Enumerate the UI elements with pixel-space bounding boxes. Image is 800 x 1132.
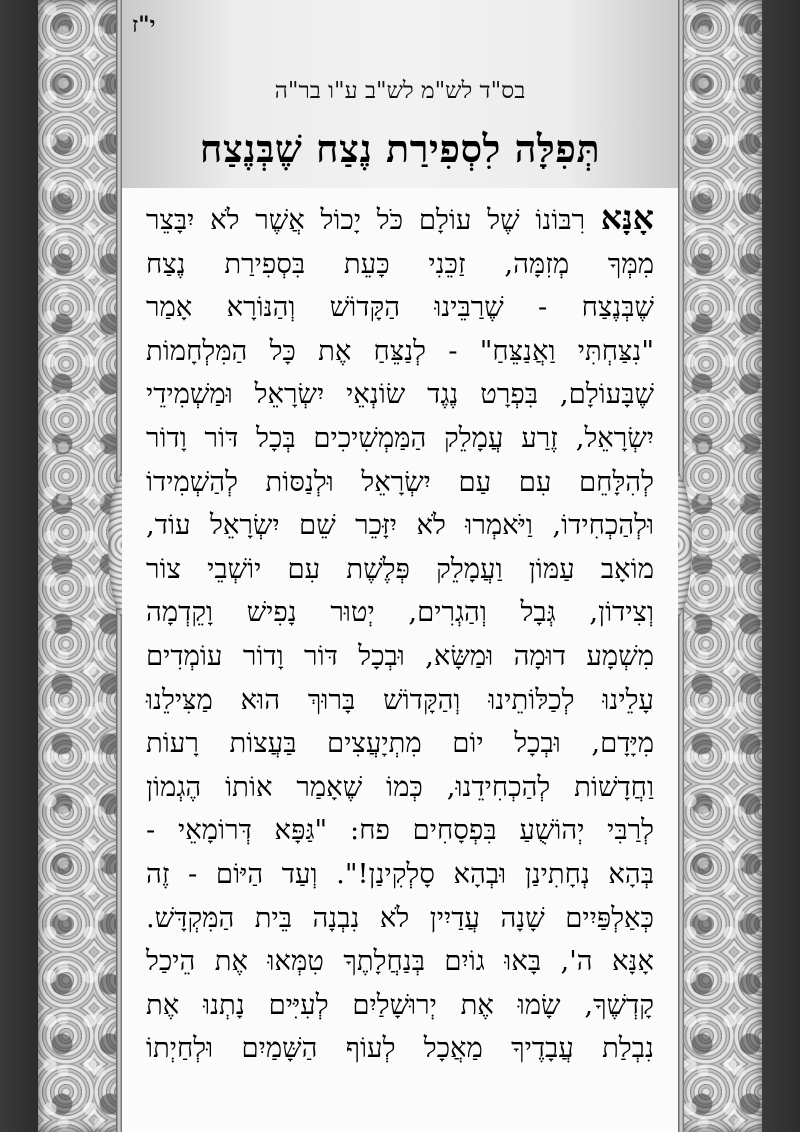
prayer-line: שֶׁבָּעוֹלָם, בִּפְרָט נֶגֶד שׂוֹנְאֵי יִשְׂרָאֵל וּמַשְׁמִידֵי [146,378,654,411]
prayer-line: לְרַבִּי יְהוֹשֻׁעַ בִּפְסָחִים פח: "גַּפָּא דְּרוֹמָאֵי - [146,814,654,847]
prayer-line: מִיָּדָם, וּבְכָל יוֹם מִתְיָעֲצִים בַּעֲצוֹת רָעוֹת [146,727,654,760]
page-number: י"ז [132,12,156,38]
prayer-line [146,196,654,243]
left-dark-edge [0,0,38,1132]
prayer-line: "נִצַּחְתִּי וַאֲנַצֵּחַ" - לְנַצֵּחַ אֶת כָּל הַמִּלְחָמוֹת [146,334,654,367]
prayer-line: שֶׁבְּנֶצַח - שֶׁרַבֵּינוּ הַקָּדוֹשׁ וְהַנּוֹרָא אָמַר [146,291,654,324]
right-dark-edge [762,0,800,1132]
prayer-line: נִבְלַת עֲבָדֶיךָ מַאֲכָל לְעוֹף הַשָּׁמַיִם וּלְחַיְתוֹ [146,1032,654,1065]
prayer-title: תְּפִלָּה לִסְפִירַת נֶצַח שֶׁבְּנֶצַח [199,126,601,171]
prayer-line: עָלֵינוּ לְכַלּוֹתֵינוּ וְהַקָּדוֹשׁ בָּרוּךְ הוּא מַצִּילֵנוּ [146,683,654,716]
prayer-line: וְצִידוֹן, גְּבָל וְהַגְרִים, יְטוּר נָפִישׁ וָקֵדְמָה [146,596,654,629]
prayer-line: קָדְשֶׁךָ, שָׂמוּ אֶת יְרוּשָׁלַיִם לְעִיִּים נָתְנוּ אֶת [146,988,654,1021]
prayer-line: וּלְהַכְחִידוֹ, וַיֹּאמְרוּ לֹא יִזָּכֵר שֵׁם יִשְׂרָאֵל עוֹד, [146,509,654,542]
prayer-line: וַחֲדָשׁוֹת לְהַכְחִידֵנוּ, כְּמוֹ שֶׁאָמַר אוֹתוֹ הֶגְמוֹן [146,770,654,803]
prayer-line: מִמְּךָ מְזִמָּה, זַכֵּנִי כָּעֵת בִּסְפִירַת נֶצַח [146,247,654,280]
prayer-line: אָנָּא ה', בָּאוּ גוֹיִם בְּנַחֲלָתֶךָ טִמְּאוּ אֶת הֵיכַל [146,945,654,978]
prayer-line: יִשְׂרָאֵל, זֶרַע עֲמָלֵק הַמַּמְשִׁיכִים בְּכָל דּוֹר וָדוֹר [146,421,654,454]
prayer-line: מִשְׁמָע דוּמָה וּמַשָּׂא, וּבְכָל דּוֹר וָדוֹר עוֹמְדִים [146,639,654,672]
bsd-line: בס"ד לש"מ לש"ב ע"ו בר"ה [274,78,526,104]
document-paper [122,0,678,1132]
opening-word: אָנָּא [600,198,654,237]
first-line-text: רִבּוֹנוֹ שֶׁל עוֹלָם כֹּל יָכוֹל אֲשֶׁר לֹא יִבָּצֵר [146,204,586,236]
prayer-line: מוֹאָב עַמּוֹן וַעֲמָלֵק פְּלֶשֶׁת עִם יוֹשְׁבֵי צוֹר [146,552,654,585]
prayer-body [146,196,654,1071]
prayer-line: לְהִלָּחֵם עִם עַם יִשְׂרָאֵל וּלְנַסּוֹת לְהַשְׁמִידוֹ [146,465,654,498]
prayer-line: כְּאַלְפַּיִים שָׁנָה עֲדַיִין לֹא נִבְנָה בֵּית הַמִּקְדָּשׁ. [146,901,654,934]
prayer-line: בְּהָא נְחָתִינַן וּבְהָא סָלְקִינַן!". וְעַד הַיּוֹם - זֶה [146,857,654,890]
